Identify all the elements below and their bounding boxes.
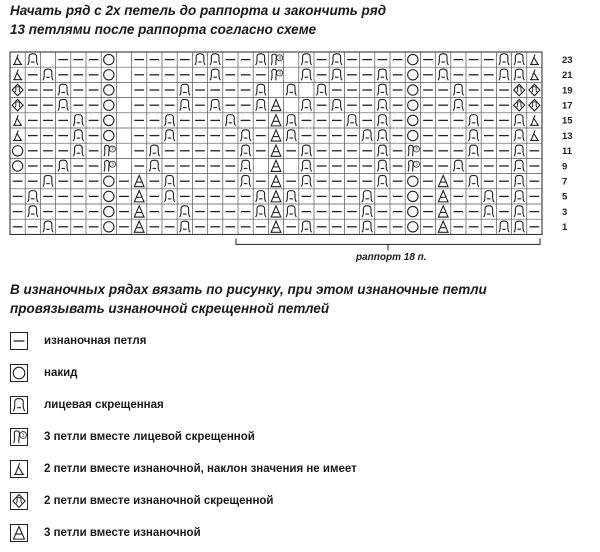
row-number: 13 bbox=[562, 130, 573, 142]
row-number: 21 bbox=[562, 70, 573, 82]
legend-text: 3 петли вместе лицевой скрещенной bbox=[44, 431, 255, 443]
row-number: 11 bbox=[562, 146, 573, 158]
svg-text:3: 3 bbox=[278, 54, 281, 60]
two-together-purl-icon bbox=[10, 460, 28, 478]
legend-text: изнаночная петля bbox=[44, 335, 147, 347]
legend-text: 2 петли вместе изнаночной, наклон значения не имеет bbox=[44, 463, 357, 475]
legend-text: накид bbox=[44, 367, 78, 379]
row-number: 17 bbox=[562, 100, 573, 112]
row-number: 9 bbox=[562, 161, 568, 173]
svg-text:3: 3 bbox=[278, 70, 281, 76]
row-number: 7 bbox=[562, 176, 568, 188]
svg-text:3: 3 bbox=[415, 146, 418, 152]
note-line-2: провязывать изнаночной скрещенной петлей bbox=[10, 301, 330, 316]
row-number: 5 bbox=[562, 191, 568, 203]
knit-twisted-icon bbox=[10, 396, 28, 414]
legend-text: лицевая скрещенная bbox=[44, 399, 164, 411]
svg-text:3: 3 bbox=[111, 146, 114, 152]
header-line-2: 13 петлями после раппорта согласно схеме bbox=[10, 22, 317, 37]
two-together-purl-twisted-icon bbox=[10, 492, 28, 510]
svg-text:3: 3 bbox=[111, 161, 114, 167]
row-number: 19 bbox=[562, 85, 573, 97]
svg-text:3: 3 bbox=[415, 161, 418, 167]
legend-text: 3 петли вместе изнаночной bbox=[44, 527, 201, 539]
three-together-purl-icon bbox=[10, 524, 28, 542]
purl-stitch-icon bbox=[10, 332, 28, 350]
rapport-label: раппорт 18 п. bbox=[356, 252, 427, 263]
row-number: 3 bbox=[562, 206, 568, 218]
header-line-1: Начать ряд с 2х петель до раппорта и закончить ряд bbox=[10, 3, 387, 18]
row-number: 1 bbox=[562, 222, 568, 234]
yarn-over-icon bbox=[10, 364, 28, 382]
svg-text:3: 3 bbox=[21, 433, 25, 439]
legend-text: 2 петли вместе изнаночной скрещенной bbox=[44, 495, 274, 507]
row-number: 15 bbox=[562, 115, 573, 127]
row-number: 23 bbox=[562, 54, 573, 66]
rapport-bracket bbox=[236, 238, 540, 250]
three-together-twisted-icon bbox=[10, 428, 28, 446]
note-line-1: В изнаночных рядах вязать по рисунку, при этом изнаночные петли bbox=[10, 282, 487, 297]
